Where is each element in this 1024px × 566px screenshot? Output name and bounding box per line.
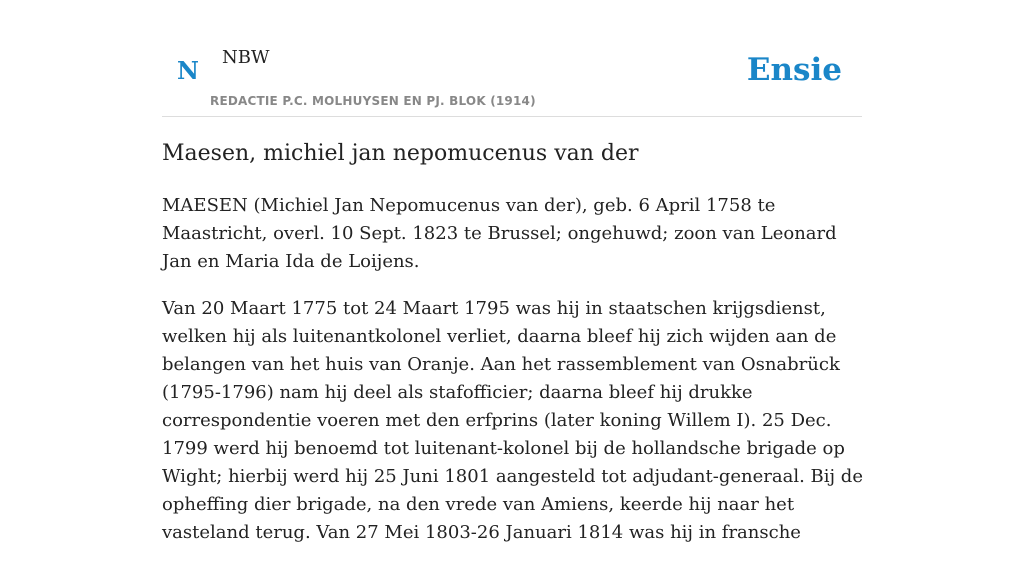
article-paragraph: MAESEN (Michiel Jan Nepomucenus van der), geb. 6 April 1758 te Maastricht, overl. 10 Sept. 1823 te Brussel; ongehuwd; zoon van Leonard Jan en Maria Ida de Loijens. [162, 195, 837, 272]
article-title: Maesen, michiel jan nepomucenus van der [162, 141, 639, 166]
source-redaction: REDACTIE P.C. MOLHUYSEN EN PJ. BLOK (1914) [210, 94, 536, 108]
article-paragraph: Van 20 Maart 1775 tot 24 Maart 1795 was hij in staatschen krijgsdienst, welken hij als luitenantkolonel verliet, daarna bleef hij zich wijden aan de belangen van het huis van Oranje. Aan het rassemblement van Osnabrück (1795-1796) nam hij deel als stafofficier; daarna bleef hij drukke correspondentie voeren met den erfprins (later koning Willem I). 25 Dec. 1799 werd hij benoemd tot luitenant-kolonel bij de hollandsche brigade op Wight; hierbij werd hij 25 Juni 1801 aangesteld tot adjudant-generaal. Bij de opheffing dier brigade, na den vrede van Amiens, keerde hij naar het vasteland terug. Van 27 Mei 1803-26 Januari 1814 was hij in fransche [162, 298, 863, 543]
source-name[interactable]: NBW [222, 47, 270, 68]
source-logo-icon[interactable]: N [177, 56, 199, 85]
brand-logo[interactable]: Ensie [746, 52, 842, 88]
site-header [162, 0, 862, 117]
article-body [162, 192, 864, 566]
